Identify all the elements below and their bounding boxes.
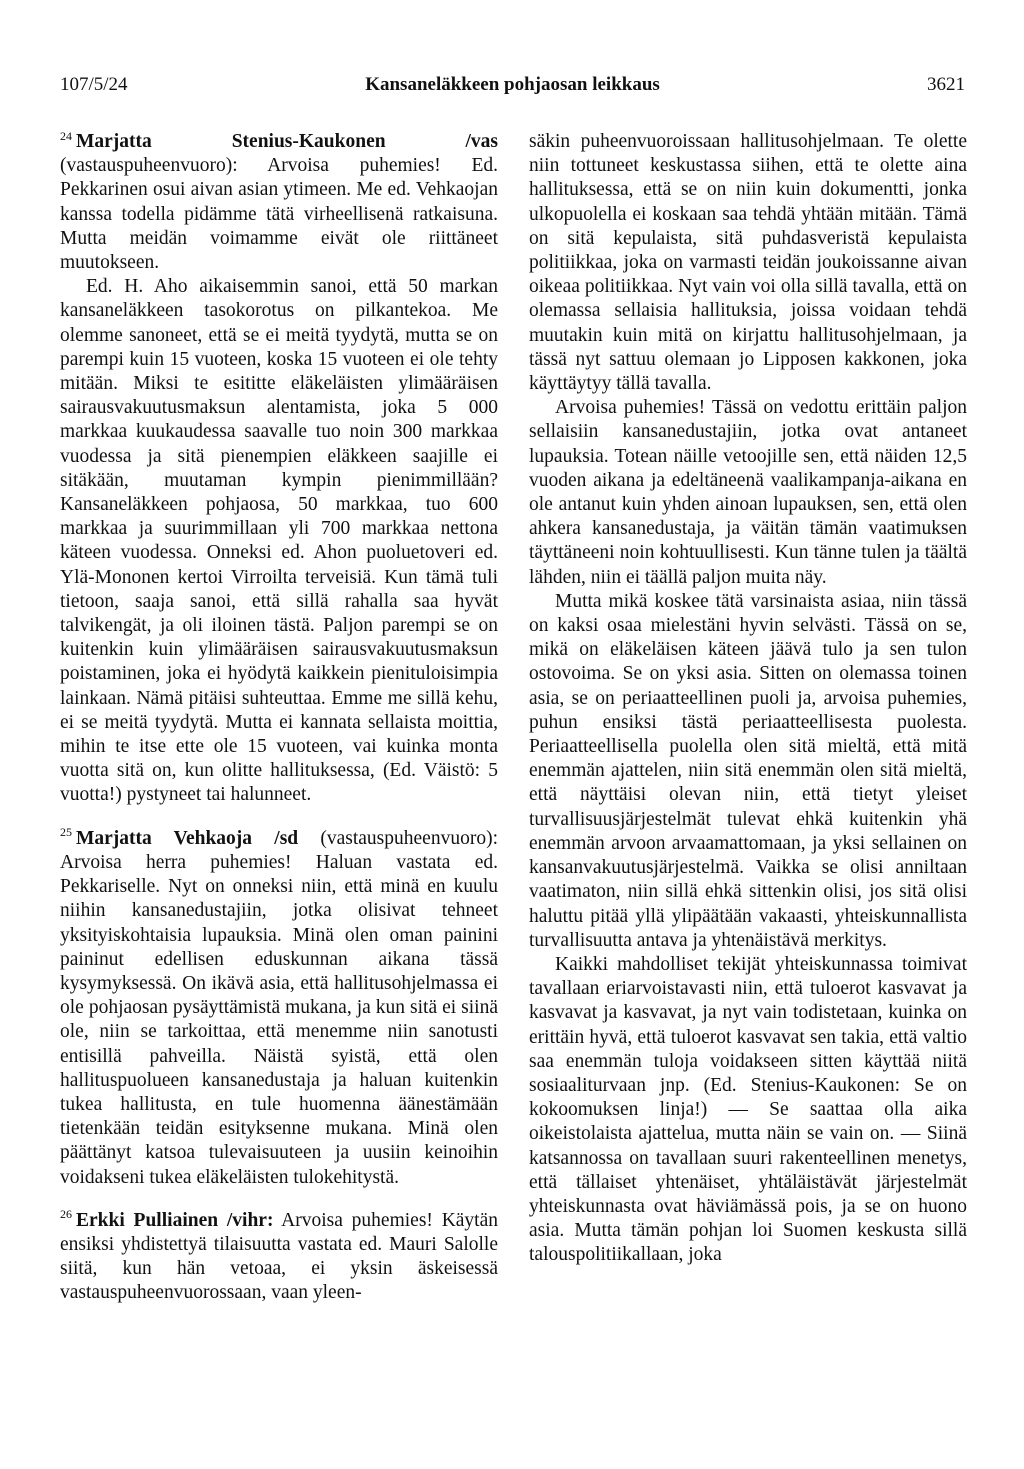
speech-paragraph [60, 130, 498, 275]
continued-paragraph: säkin puheenvuoroissaan hallitusohjelmaan. Te olette niin tottuneet keskustassa siihen, että te olette aina hallituksessa, että se on niin kuin dokumentti, jonka ulkopuolella ei koskaan saa tehdä yhtään mitään. Tämä on sitä kepulaista, sitä puhdasveristä kepulaista politiikkaa, joka on varmasti teidän joukoissanne aivan oikeaa politiikkaa. Nyt vain voi olla sillä tavalla, että on olemassa sellaisia hallituksia, joissa voidaan tehdä muutakin kuin mitä on kirjattu hallitusohjelmaan, ja tässä nyt sattuu olemaan jo Lipposen kakkonen, joka käyttäytyy tällä tavalla. [529, 131, 967, 395]
right-column [529, 130, 967, 1268]
page-number: 3621 [927, 74, 965, 95]
body-paragraph: Kaikki mahdolliset tekijät yhteiskunnassa toimivat tavallaan eriarvoistavasti niin, että tuloerot kasvavat ja kasvavat ja kasvavat, ja nyt vain todistetaan, kuinka on erittäin hyvä, että tuloerot kasvavat sen takia, että valtio saa enemmän tuloja voidakseen sitten käyttää niitä sosiaaliturvaan jnp. (Ed. Stenius-Kaukonen: Se on kokoomuksen linja!) — Se saattaa olla aika oikeistolaista ajattelua, mutta näin se vain on. — Siinä katsannossa on tavallaan suuri rakenteellinen menetys, että tällaiset yhtenäiset, yhtäläistävät järjestelmät yhteiskunnasta ovat häviämässä pois, ja se on huono asia. Mutta tämän pohjan loi Suomen keskusta sillä talouspolitiikallaan, joka [529, 953, 967, 1266]
speech-stenius-kaukonen [60, 130, 498, 808]
speech-pulliainen [60, 1209, 498, 1306]
speaker-name: Erkki Pulliainen /vihr: [76, 1209, 274, 1231]
speech-number: 26 [60, 1207, 72, 1222]
speech-paragraph [60, 1209, 498, 1306]
left-column [60, 130, 498, 1325]
speech-number: 25 [60, 825, 72, 840]
body-paragraph: Mutta mikä koskee tätä varsinaista asiaa, niin tässä on kaksi osaa mielestäni hyvin selvästi. Tässä on se, mikä on eläkeläisen käteen jäävä tulo ja sen tulon ostovoima. Se on yksi asia. Sitten on olemassa toinen asia, se on periaatteellinen puoli ja, arvoisa puhemies, puhun ensiksi tästä periaatteellisesta puolesta. Periaatteellisella puolella olen sitä mieltä, että mitä enemmän ajattelen, niin sitä enemmän olen sitä mieltä, että näyttäisi olevan niin, että tietyt yleiset turvallisuusjärjestelmät tulevat ehkä kuitenkin yhä enemmän arvoon arvaamattomaan, ja yksi sellainen on kansanvakuutusjärjestelmä. Vaikka se olisi anniltaan vaatimaton, niin sillä ehkä sittenkin olisi, jos sitä olisi haluttu pitää yllä ylipäätään vakaasti, yhteiskunnallista turvallisuutta antava ja yhtenäistävä merkitys. [529, 590, 967, 951]
speech-number: 24 [60, 128, 72, 143]
document-reference: 107/5/24 [60, 74, 128, 95]
body-paragraph: Arvoisa puhemies! Tässä on vedottu erittäin paljon sellaisiin kansanedustajiin, jotka ovat antaneet lupauksia. Totean näille vetoojille sen, että näiden 12,5 vuoden aikana ja edeltäneenä vaalikampanja-aikana en ole antanut kuin yhden ainoan lupauksen, sen, että olen ahkera kansanedustaja, ja väitän tämän vaatimuksen täyttäneeni noin kohtuullisesti. Kun tänne tulen ja täältä lähden, niin ei täällä paljon muita näy. [529, 397, 967, 588]
speech-paragraph: Ed. H. Aho aikaisemmin sanoi, että 50 markan kansaneläkkeen tasokorotus on pilkantekoa. Me olemme sanoneet, että se ei meitä tyydytä, mutta se on parempi kuin 15 vuoteen, koska 15 vuoteen ei ole tehty mitään. Miksi te esititte eläkeläisten ylimääräisen sairausvakuutusmaksun alentamista, joka 5 000 markkaa kuukaudessa saavalle tuo noin 300 markkaa vuodessa ja sitä pienempien eläkkeen saajille ei sitäkään, muutaman kympin pienimmillään? Kansaneläkkeen pohjaosa, 50 markkaa, tuo 600 markkaa ja suurimmillaan yli 700 markkaa nettona käteen vuodessa. Onneksi ed. Ahon puoluetoveri ed. Ylä-Mononen kertoi Virroilta terveisiä. Kun tämä tuli tietoon, saaja sanoi, että sillä rahalla saa hyvät talvikengät, ja oli iloinen tästä. Paljon parempi se on kuitenkin kuin ylimääräisen sairausvakuutusmaksun poistaminen, joka ei hyödytä kaikkein pienituloisimpia lainkaan. Nämä pitäisi suhteuttaa. Emme me sillä kehu, ei se meitä tyydytä. Mutta ei kannata sellaista moittia, mihin te itse ette ole 15 vuoteen, vai kuinka monta vuotta sitä on, kun olitte hallituksessa, (Ed. Väistö: 5 vuotta!) pystyneet tai halunneet. [60, 276, 498, 806]
speech-text: (vastauspuheenvuoro): Arvoisa puhemies! Ed. Pekkarinen osui aivan asian ytimeen. Me ed. Vehkaojan kanssa todella pidämme tätä virheellisenä ratkaisuna. Mutta meidän voimamme eivät ole riittäneet muutokseen. [60, 155, 498, 274]
speech-paragraph [60, 827, 498, 1190]
speech-vehkaoja [60, 827, 498, 1190]
speech-text: Arvoisa puhemies! Käytän ensiksi yhdistettyä tilaisuutta vastata ed. Mauri Salolle siitä, kun hän vetoaa, ei yksin äskeisessä vastauspuheenvuorossaan, vaan yleen- [60, 1209, 499, 1304]
page-title: Kansaneläkkeen pohjaosan leikkaus [365, 74, 660, 95]
speech-text: (vastauspuheenvuoro): Arvoisa herra puhemies! Haluan vastata ed. Pekkariselle. Nyt on onneksi niin, että minä en kuulu niihin kansanedustajiin, jotka olisivat tehneet yksityiskohtaisia lupauksia. Minä olen oman painini paininut edellisen eduskunnan aikana tässä kysymyksessä. On ikävä asia, että hallitusohjelmassa ei ole pohjaosan pysäyttämistä mukana, ja kun sitä ei siinä ole, niin se tarkoittaa, että menemme niin sanotusti entisillä pahveilla. Näistä syistä, että olen hallituspuolueen kansanedustaja ja haluan kuitenkin tukea hallitusta, en tule huomenna äänestämään tietenkään teidän esityksenne mukana. Minä olen päättänyt katsoa tulevaisuuteen ja uusiin keinoihin voidakseni tukea eläkeläisten tulokehitystä. [60, 827, 498, 1188]
speaker-name: Marjatta Stenius-Kaukonen /vas [76, 131, 498, 152]
page-header [60, 74, 965, 102]
speaker-name: Marjatta Vehkaoja /sd [76, 827, 299, 849]
